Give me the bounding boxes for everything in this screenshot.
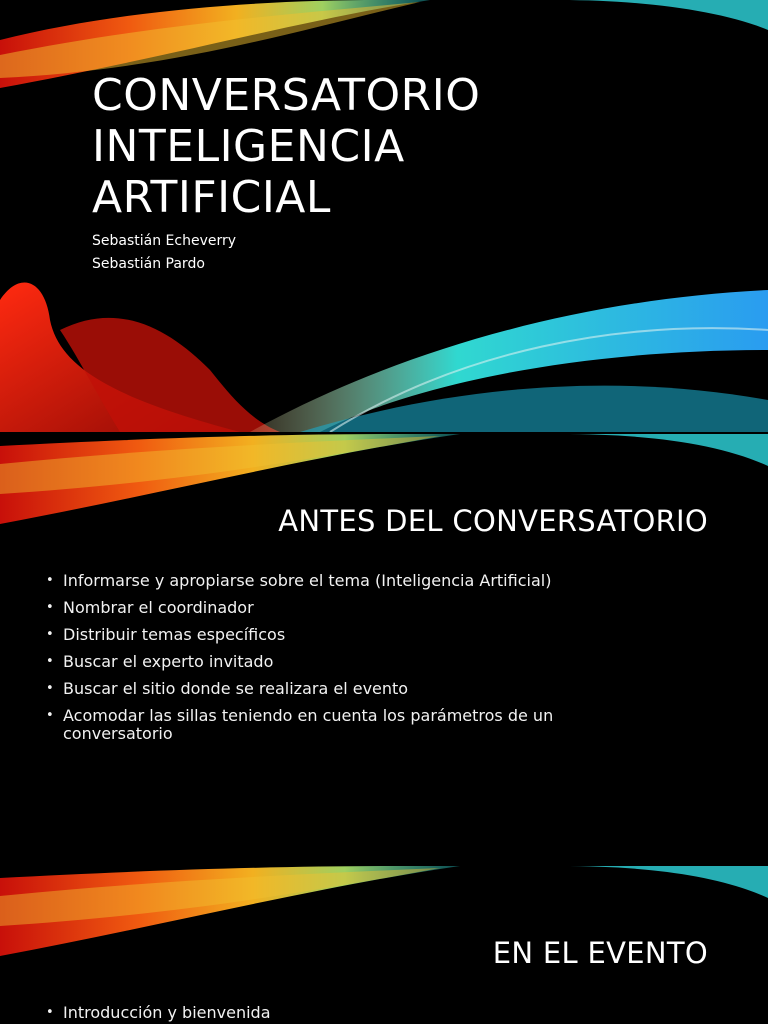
list-item: • Buscar el experto invitado [46,652,274,671]
bullet-list [46,1004,646,1024]
list-item: • Nombrar el coordinador [46,598,254,617]
slide-title[interactable] [0,0,768,432]
slide-title: ANTES DEL CONVERSATORIO [278,504,708,538]
slide-en-el-evento[interactable] [0,866,768,1024]
slide-antes[interactable] [0,434,768,866]
bullet-list [46,572,646,752]
list-item: • Introducción y bienvenida [46,1003,271,1022]
presentation-title: CONVERSATORIO INTELIGENCIA ARTIFICIAL [92,70,481,223]
slide-title: EN EL EVENTO [492,936,708,970]
list-item: • Distribuir temas específicos [46,625,286,644]
list-item: • Acomodar las sillas teniendo en cuenta los parámetros de un conversatorio [46,706,554,743]
list-item: • Buscar el sitio donde se realizara el evento [46,679,409,698]
author-line: Sebastián Echeverry [92,233,237,249]
author-line: Sebastián Pardo [92,256,205,272]
list-item: • Informarse y apropiarse sobre el tema (Inteligencia Artificial) [46,571,552,590]
presentation-subtitle [92,230,236,276]
